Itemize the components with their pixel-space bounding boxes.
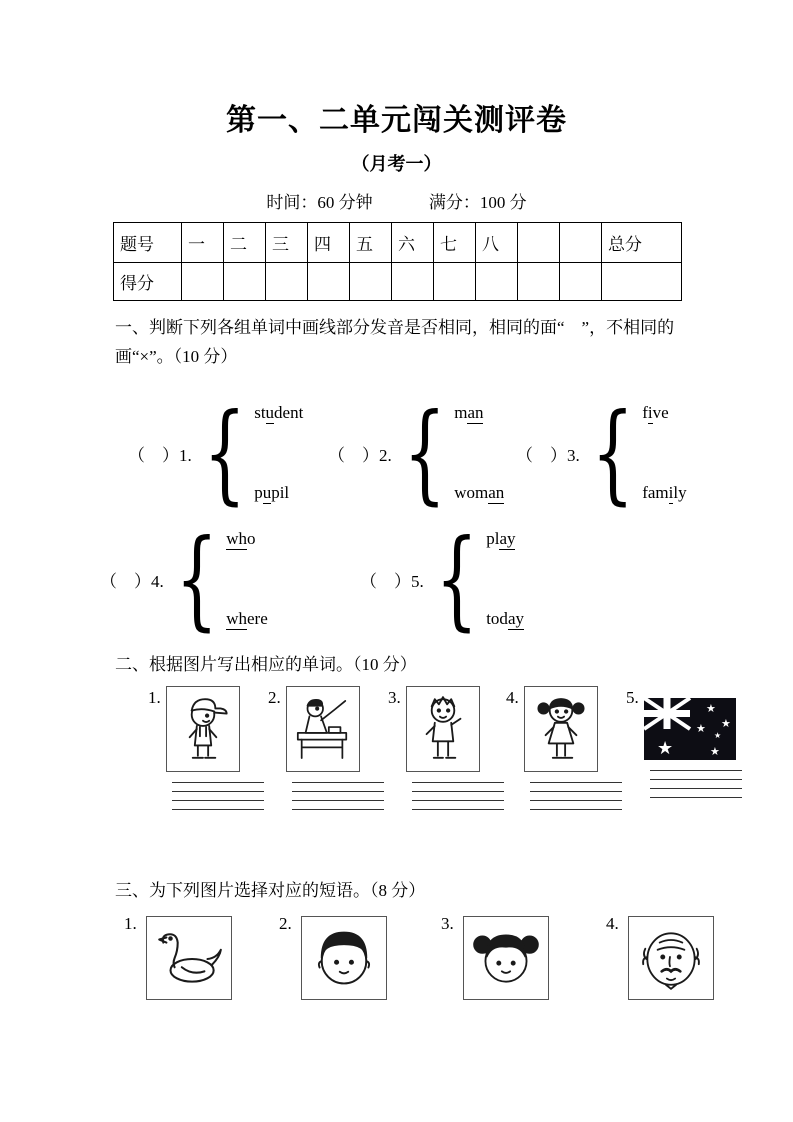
phrase-picture-item <box>124 912 232 1000</box>
cell <box>224 263 266 301</box>
writing-lines[interactable] <box>172 782 264 818</box>
item-number: 3. <box>441 914 454 933</box>
section2-heading: 二、根据图片写出相应的单词。（10 分） <box>115 655 417 674</box>
word-picture-item <box>626 686 746 806</box>
cell: 五 <box>350 223 392 263</box>
word-top: student <box>254 403 304 422</box>
word-pair <box>642 402 686 504</box>
word-picture-item <box>268 686 388 818</box>
word-top: play <box>486 529 516 548</box>
exam-full-score: 满分：100 分 <box>428 193 527 212</box>
item-number: 2. <box>279 914 292 933</box>
answer-blank-label: （ ）4. <box>100 571 164 591</box>
word-top: five <box>642 403 669 422</box>
swan-icon <box>146 916 232 1000</box>
cell: 得分 <box>114 263 182 301</box>
cell <box>308 263 350 301</box>
sound-pair-group-4 <box>100 516 268 642</box>
cell <box>434 263 476 301</box>
word-bottom: family <box>642 483 687 502</box>
page-subtitle: （月考一） <box>351 154 442 174</box>
svg-text:★: ★ <box>709 745 720 758</box>
word-pair <box>254 402 303 504</box>
table-row-question-numbers <box>114 223 682 263</box>
answer-blank-label: （ ）2. <box>328 445 392 465</box>
cell: 三 <box>266 223 308 263</box>
sound-pair-group-3 <box>516 390 687 516</box>
sound-pair-group-5 <box>360 516 524 642</box>
cell <box>476 263 518 301</box>
cell <box>182 263 224 301</box>
svg-text:★: ★ <box>713 731 721 740</box>
cell: 二 <box>224 223 266 263</box>
cell: 四 <box>308 223 350 263</box>
section1-heading: 一、判断下列各组单词中画线部分发音是否相同，相同的面“ ”，不相同的画“×”。（10 分） <box>115 318 675 366</box>
answer-blank-label: （ ）5. <box>360 571 424 591</box>
brace-icon: { <box>203 390 246 516</box>
item-number: 4. <box>506 688 519 707</box>
brace-icon: { <box>435 516 478 642</box>
page-title: 第一、二单元闯关测评卷 <box>226 104 567 137</box>
cell <box>350 263 392 301</box>
phrase-picture-item <box>441 912 549 1000</box>
sound-pair-group-2 <box>328 390 505 516</box>
word-picture-item <box>148 686 268 818</box>
cell <box>602 263 682 301</box>
svg-text:★: ★ <box>720 717 731 730</box>
boy-with-cap-icon <box>166 686 240 772</box>
score-table <box>113 222 682 301</box>
word-pair <box>226 528 268 630</box>
brace-icon: { <box>591 390 634 516</box>
cell: 七 <box>434 223 476 263</box>
word-pair <box>486 528 524 630</box>
word-top: man <box>454 403 484 422</box>
table-row-scores <box>114 263 682 301</box>
word-bottom: today <box>486 609 524 628</box>
cell <box>392 263 434 301</box>
word-bottom: pupil <box>254 483 290 502</box>
word-top: who <box>226 529 256 548</box>
cell: 题号 <box>114 223 182 263</box>
writing-lines[interactable] <box>650 770 742 806</box>
cell: 六 <box>392 223 434 263</box>
brace-icon: { <box>175 516 218 642</box>
item-number: 2. <box>268 688 281 707</box>
grandpa-face-icon <box>628 916 714 1000</box>
item-number: 4. <box>606 914 619 933</box>
item-number: 3. <box>388 688 401 707</box>
cell <box>518 223 560 263</box>
cell: 总分 <box>602 223 682 263</box>
cell <box>518 263 560 301</box>
boy-standing-icon <box>406 686 480 772</box>
girl-standing-icon <box>524 686 598 772</box>
item-number: 1. <box>124 914 137 933</box>
girl-face-icon <box>463 916 549 1000</box>
writing-lines[interactable] <box>292 782 384 818</box>
answer-blank-label: （ ）3. <box>516 445 580 465</box>
cell <box>266 263 308 301</box>
svg-text:★: ★ <box>695 722 706 735</box>
boy-face-icon <box>301 916 387 1000</box>
section3-heading: 三、为下列图片选择对应的短语。（8 分） <box>115 881 426 900</box>
word-bottom: woman <box>454 483 505 502</box>
item-number: 5. <box>626 688 639 707</box>
teacher-at-desk-icon <box>286 686 360 772</box>
phrase-picture-item <box>279 912 387 1000</box>
writing-lines[interactable] <box>412 782 504 818</box>
exam-meta <box>0 188 793 213</box>
cell: 一 <box>182 223 224 263</box>
exam-time: 时间：60 分钟 <box>266 193 373 212</box>
svg-text:★: ★ <box>705 702 716 715</box>
word-picture-item <box>388 686 508 818</box>
word-pair <box>454 402 504 504</box>
cell: 八 <box>476 223 518 263</box>
phrase-picture-item <box>606 912 714 1000</box>
cell <box>560 223 602 263</box>
word-picture-item <box>506 686 626 818</box>
sound-pair-group-1 <box>128 390 304 516</box>
brace-icon: { <box>403 390 446 516</box>
australia-flag-icon <box>644 698 736 760</box>
item-number: 1. <box>148 688 161 707</box>
cell <box>560 263 602 301</box>
svg-text:★: ★ <box>656 738 673 759</box>
writing-lines[interactable] <box>530 782 622 818</box>
word-bottom: where <box>226 609 268 628</box>
answer-blank-label: （ ）1. <box>128 445 192 465</box>
